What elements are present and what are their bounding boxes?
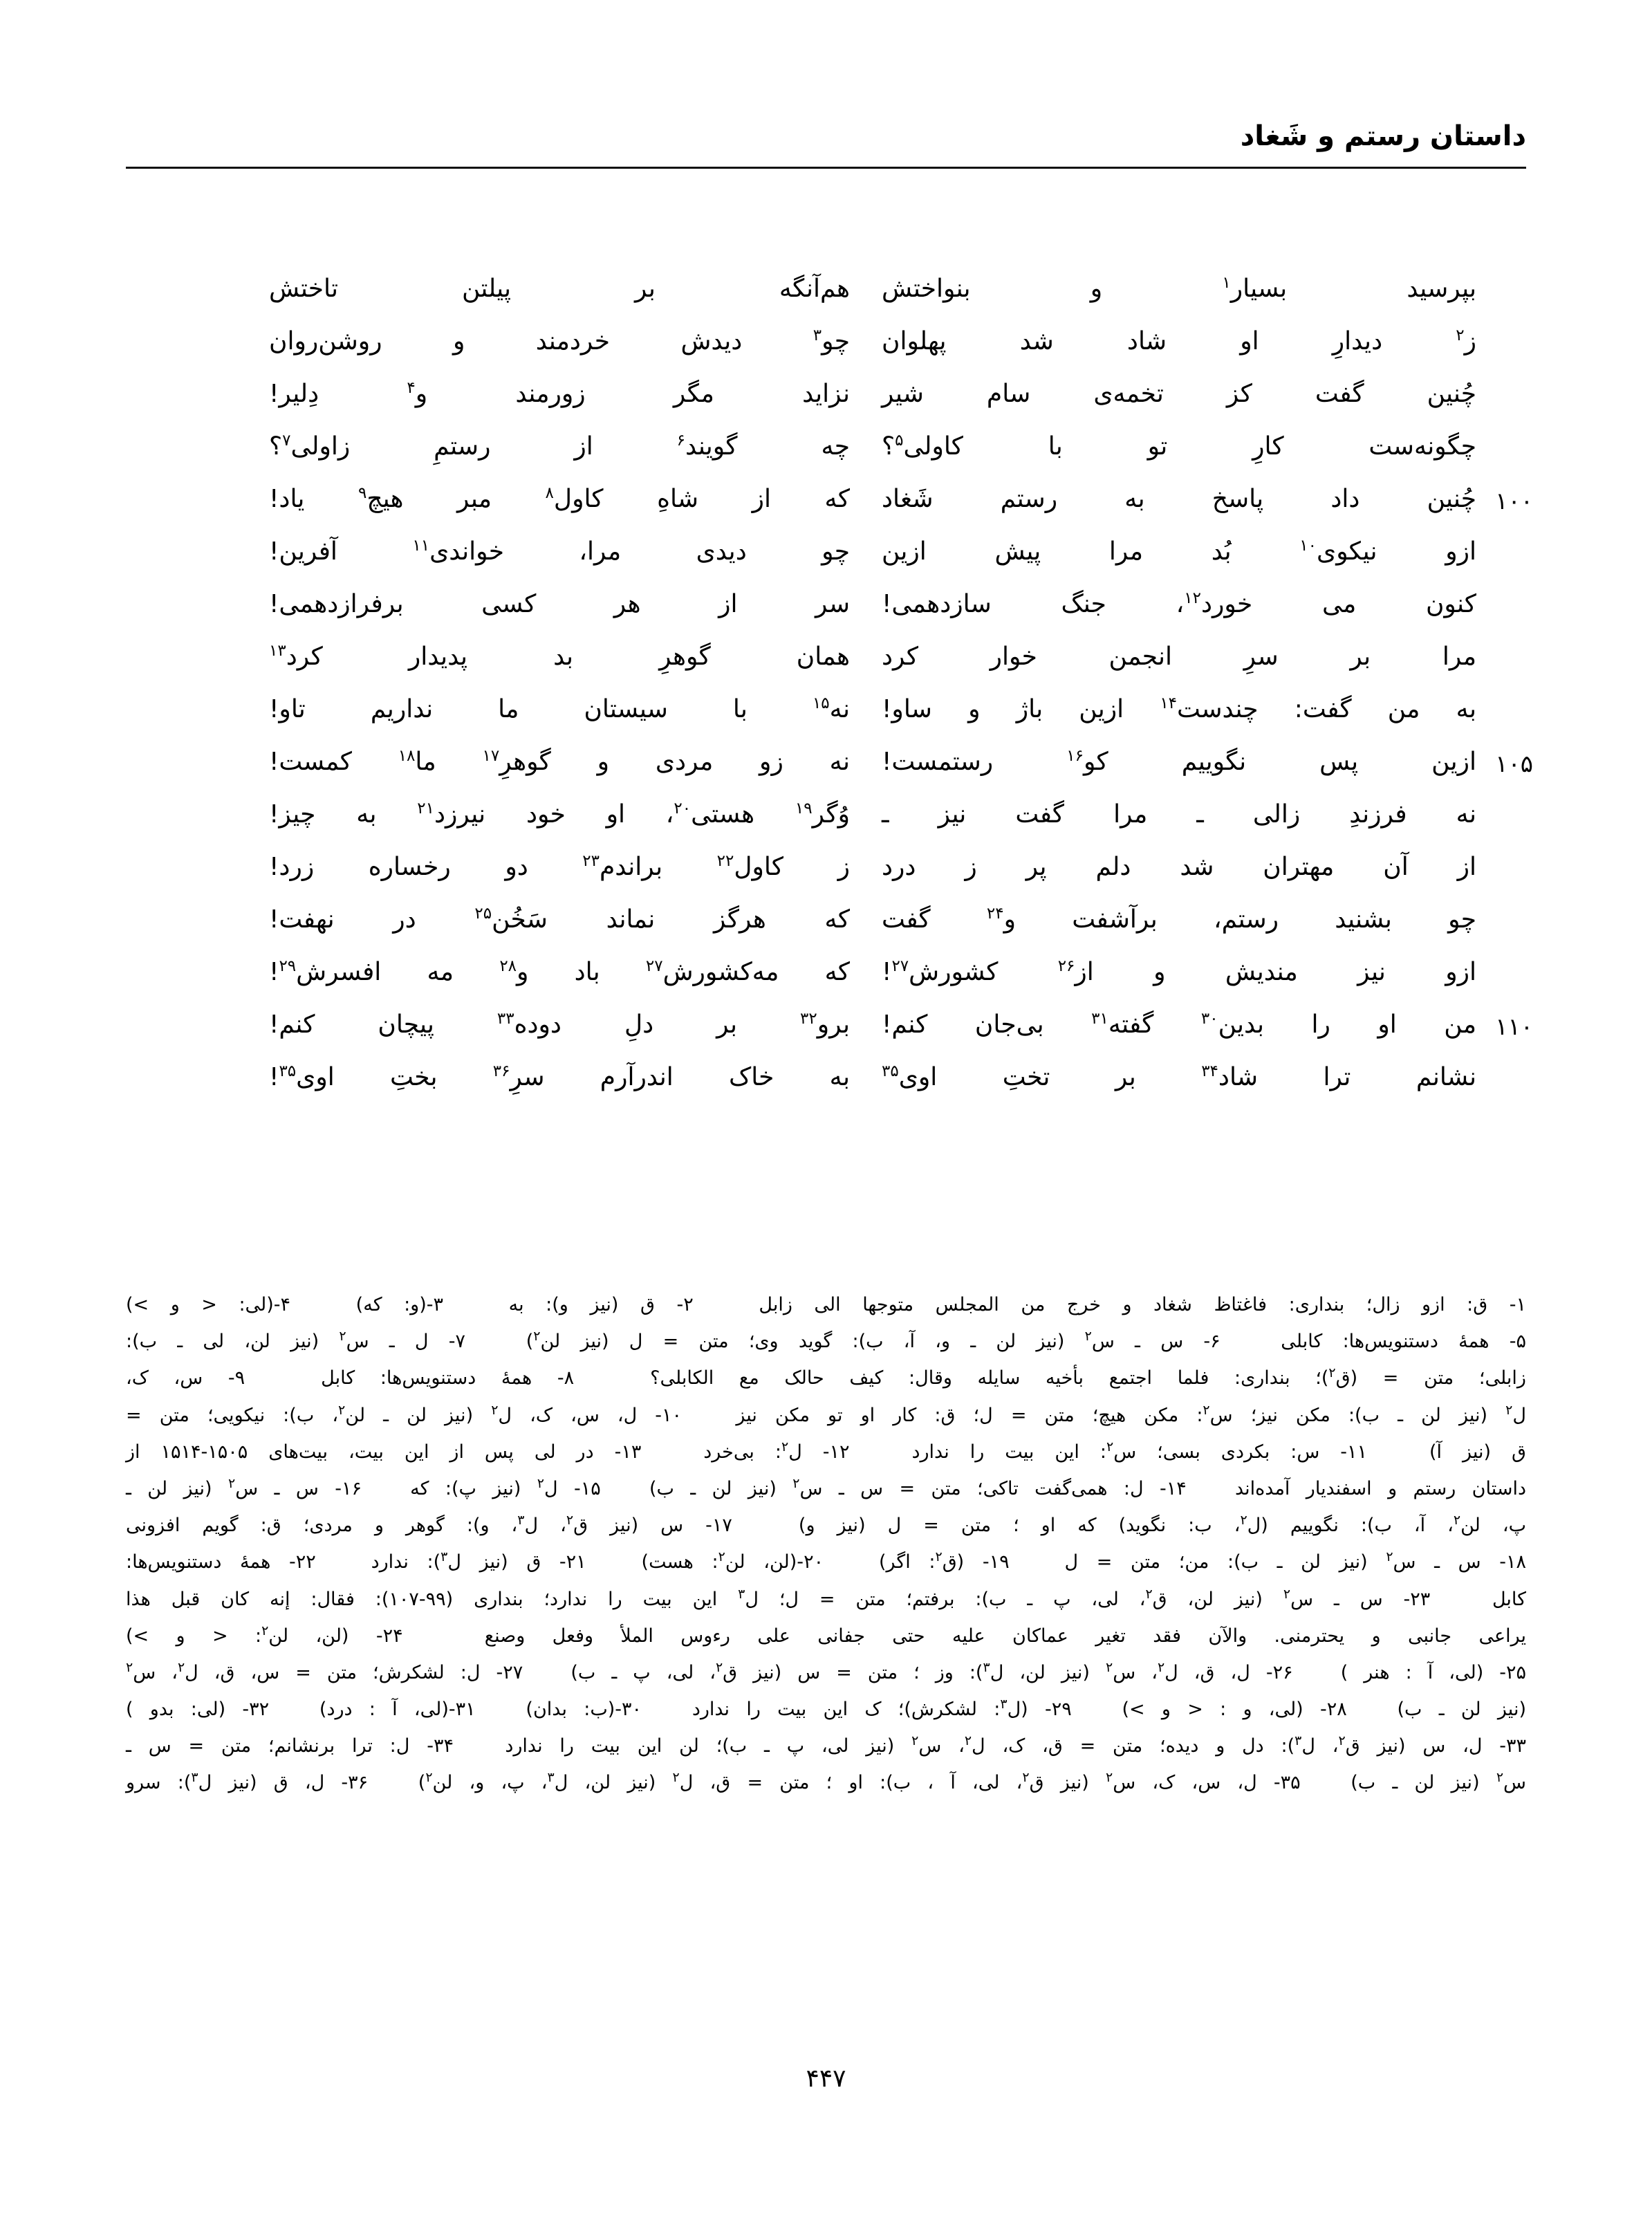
hemistich-second: نه زو مردی و گوهرِ$^{۱۷}$ ما$^{۱۸}$ کمست! [269,747,850,776]
hemistich-first: کنون می خورد$^{۱۲}$، جنگ سازدهمی! [882,589,1476,618]
verse-block [126,273,1533,1114]
verse-line [126,694,1526,746]
verse-line [126,851,1526,904]
footnote-line: ۲۵- (لی، آ : هنر ) ۲۶- ل، ق، ل$^٢$، س$^٢$ (نیز لن، ل$^٣$): وز ؛ متن = س (نیز ق$^٢$، لی، پ ـ ب) ۲۷- ل: لشکرش؛ متن = س، ق، ل$^٢$، س$^٢$ [126,1659,1527,1683]
verse-line [126,1062,1526,1114]
verse-line [126,799,1526,851]
hemistich-second: ز کاول$^{۲۲}$ براندم$^{۲۳}$ دو رخساره زرد! [269,852,850,881]
footnote-line: س$^٢$ (نیز لن ـ ب) ۳۵- ل، س، ک، س$^٢$ (نیز ق$^٢$، لی، آ ، ب): او ؛ متن = ق، ل$^٢$ (نیز لن، ل$^٣$، پ، و، لن$^٢$) ۳۶- ل، ق (نیز ل$^٣$): سرو [126,1770,1526,1794]
hemistich-first: چُنین داد پاسخ به رستم شَغاد [882,485,1476,513]
footnotes-block [126,1286,1526,1802]
hemistich-second: که از شاهِ کاول$^۸$ مبر هیچ$^۹$ یاد! [269,484,850,513]
footnote-line: ل$^٢$ (نیز لن ـ ب): مکن نیز؛ س$^٢$: مکن هیچ؛ متن = ل؛ ق: کار او تو مکن نیز ۱۰- ل، س، ک، ل$^٢$ (نیز لن ـ لن$^٢$، ب): نیکویی؛ متن = [126,1402,1526,1426]
page-number: ۴۴۷ [806,2064,846,2093]
verse-number: ۱۱۰ [1495,1013,1533,1041]
footnote-line: یراعی جانبی و یحترمنی. والآن فقد تغیر عماکان علیه حتی جفانی علی رءوس الملأ وفعل وصنع ۲۴- (لن، لن$^٢$: < و >) [126,1623,1526,1647]
hemistich-second: که مه‌کشورش$^{۲۷}$ باد و$^{۲۸}$ مه افسرش$^{۲۹}$! [269,957,851,986]
footnote-line: ۱۸- س ـ س$^٢$ (نیز لن ـ ب): من؛ متن = ل ۱۹- (ق$^٢$: اگر) ۲۰-(لن، لن$^٢$: هست) ۲۱- ق (نیز ل$^٣$): ندارد ۲۲- همهٔ دستنویس‌ها: [126,1549,1527,1573]
footnote-line: پ، لن$^٢$، آ، ب): نگوییم (ل$^٢$، ب: نگوید) که او ؛ متن = ل (نیز و) ۱۷- س (نیز ق$^٢$، ل$^٣$، و): گوهر و مردی؛ ق: گویم افزونی [126,1513,1527,1537]
header-divider-rule [126,167,1526,169]
footnote-line: زابلی؛ متن = (ق$^٢$)؛ بنداری: فلما اجتمع بأخیه سایله وقال: کیف حالک مع الکابلی؟ ۸- همهٔ دستنویس‌ها: کابل ۹- س، ک، [126,1365,1526,1389]
hemistich-second: چه گویند$^۶$ از رستمِ زاولی$^۷$؟ [269,432,850,461]
verse-line [126,273,1526,326]
footnote-line: ۱- ق: ازو زال؛ بنداری: فاغتاظ شغاد و خرج من المجلس متوجها الی زابل ۲- ق (نیز و): به ۳-(و: که) ۴-(لی: < و >) [126,1294,1526,1315]
verse-line [126,957,1526,1009]
hemistich-first: مرا بر سرِ انجمن خوار کرد [882,643,1476,671]
verse-line [126,536,1526,589]
footnote-line: (نیز لن ـ ب) ۲۸- (لی، و : < و >) ۲۹- (ل$^٣$: لشکرش)؛ ک این بیت را ندارد ۳۰-(ب: بدان) ۳۱-(لی، آ : درد) ۳۲- (لی: بدو ) [126,1697,1527,1721]
verse-line [126,431,1526,483]
hemistich-first: ازو نیز مندیش و از$^{۲۶}$ کشورش$^{۲۷}$! [882,957,1477,986]
footnote-line: ۳۳- ل، س (نیز ق$^٢$، ل$^٣$): دل و دیده؛ متن = ق، ک، ل$^٢$، س$^٢$ (نیز لی، پ ـ ب)؛ لن این بیت را ندارد ۳۴- ل: ترا برنشانم؛ متن = س ـ [126,1733,1527,1757]
verse-line [126,326,1526,378]
hemistich-first: ازو نیکوی$^{۱۰}$ بُد مرا پیش ازین [882,537,1476,566]
verse-line [126,589,1526,641]
verse-line [126,1009,1533,1062]
hemistich-second: سر از هر کسی برفرازدهمی! [269,590,850,618]
verse-line [126,483,1533,536]
hemistich-second: هم‌آنگه بر پیلتن تاختش [269,275,850,303]
verse-line [126,641,1526,694]
verse-line [126,378,1526,431]
hemistich-second: چو دیدی مرا، خواندی$^{۱۱}$ آفرین! [269,537,850,566]
hemistich-first: چو بشنید رستم، برآشفت و$^{۲۴}$ گفت [882,905,1476,934]
running-head [126,121,1526,169]
footnote-line: ۵- همهٔ دستنویس‌ها: کابلی ۶- س ـ س$^٢$ (نیز لن ـ و، آ، ب): گوید وی؛ متن = ل (نیز لن$^٢$) ۷- ل ـ س$^٢$ (نیز لن، لی ـ ب): [126,1329,1526,1353]
hemistich-second: به خاک اندرآرم سرِ$^{۳۶}$ بختِ اوی$^{۳۵}$! [269,1062,850,1091]
hemistich-second: برو$^{۳۲}$ بر دلِ دوده$^{۳۳}$ پیچان کنم! [269,1010,850,1039]
hemistich-first: ازین پس نگوییم کو$^{۱۶}$ رستمست! [882,747,1476,776]
hemistich-first: نه فرزندِ زالی ـ مرا گفت نیز ـ [882,800,1476,829]
hemistich-second: همان گوهرِ بد پدیدار کرد$^{۱۳}$ [269,642,850,671]
footnote-line: داستان رستم و اسفندیار آمده‌اند ۱۴- ل: همی‌گفت تاکی؛ متن = س ـ س$^٢$ (نیز لن ـ ب) ۱۵- ل$^٢$ (نیز پ): که ۱۶- س ـ س$^٢$ (نیز لن ـ [126,1475,1527,1499]
verse-number: ۱۰۵ [1495,750,1533,778]
hemistich-second: چو$^۳$ دیدش خردمند و روشن‌روان [269,326,850,355]
hemistich-first: ز$^۲$ دیدارِ او شاد شد پهلوان [882,326,1476,355]
running-head-title: داستان رستم و شَغاد [1240,120,1526,152]
verse-line [126,904,1526,957]
hemistich-first: به من گفت: چندست$^{۱۴}$ ازین باژ و ساو! [882,694,1476,723]
footnote-line: ق (نیز آ) ۱۱- س: بکردی بسی؛ س$^٢$: این بیت را ندارد ۱۲- ل$^٢$: بی‌خرد ۱۳- در لی پس از این بیت، بیت‌های ۱۵۰۵-۱۵۱۴ از [126,1439,1527,1463]
hemistich-first: نشانم ترا شاد$^{۳۴}$ بر تختِ اوی$^{۳۵}$ [882,1062,1476,1091]
hemistich-second: وُگر$^{۱۹}$ هستی$^{۲۰}$، او خود نیرزد$^{۲۱}$ به چیز! [269,800,850,829]
footnote-line: کابل ۲۳- س ـ س$^٢$ (نیز لن، ق$^٢$، لی، پ ـ ب): برفتم؛ متن = ل؛ ل$^٣$ این بیت را ندارد؛ بنداری (۹۹-۱۰۷): فقال: إنه کان قبل هذا [126,1586,1526,1610]
hemistich-first: چُنین گفت کز تخمه‌ی سام شیر [882,380,1476,408]
hemistich-second: نه$^{۱۵}$ با سیستان ما نداریم تاو! [269,694,850,723]
hemistich-first: از آن مهتران شد دلم پر ز درد [882,853,1476,881]
verse-number: ۱۰۰ [1495,488,1533,515]
hemistich-first: من او را بدین$^{۳۰}$ گفته$^{۳۱}$ بی‌جان کنم! [882,1010,1476,1039]
hemistich-first: بپرسید بسیار$^۱$ و بنواختش [882,274,1476,303]
hemistich-second: که هرگز نماند سَخُن$^{۲۵}$ در نهفت! [269,905,850,934]
hemistich-first: چگونه‌ست کارِ تو با کاولی$^۵$؟ [882,432,1476,461]
verse-line [126,746,1533,799]
hemistich-second: نزاید مگر زورمند و$^۴$ دِلیر! [269,379,850,408]
